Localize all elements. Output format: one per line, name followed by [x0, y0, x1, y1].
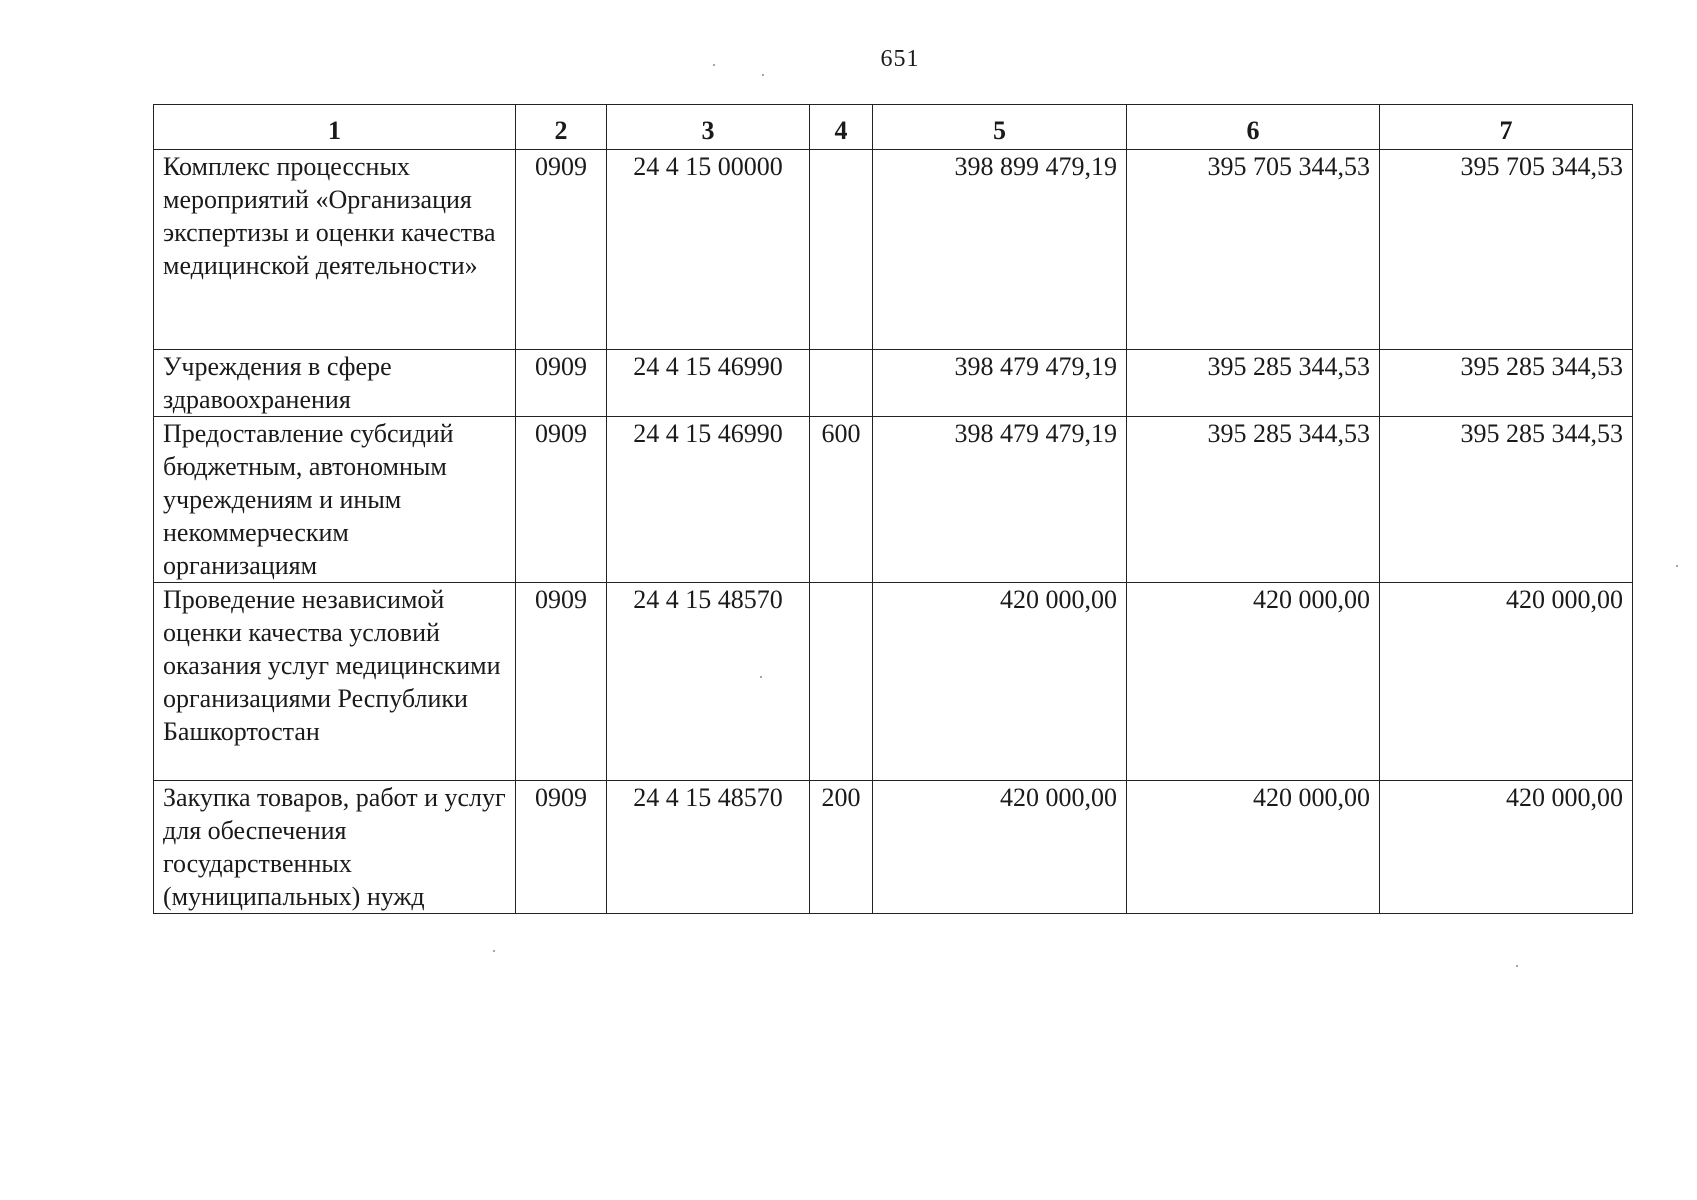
row-name: Учреждения в сфере здравоохранения: [154, 350, 516, 417]
scan-speck: [762, 74, 764, 76]
page-number: 651: [880, 46, 920, 72]
header-col-3: 3: [607, 105, 810, 150]
scan-speck: [760, 676, 762, 678]
row-target-code: 24 4 15 46990: [607, 417, 810, 583]
row-name: Проведение независимой оценки качества условий оказания услуг медицинскими организациями Республики Башкортостан: [154, 583, 516, 781]
header-col-1: 1: [154, 105, 516, 150]
row-expense-type: 200: [810, 781, 873, 914]
row-amount-year-3: 395 705 344,53: [1380, 150, 1633, 350]
row-section-code: 0909: [516, 583, 607, 781]
table-row: [154, 150, 1633, 350]
scan-speck: [713, 64, 715, 66]
row-section-code: 0909: [516, 350, 607, 417]
scan-speck: [1676, 565, 1678, 567]
scan-speck: [1516, 965, 1518, 967]
row-name: Предоставление субсидий бюджетным, автономным учреждениям и иным некоммерческим организациям: [154, 417, 516, 583]
row-name: Комплекс процессных мероприятий «Организация экспертизы и оценки качества медицинской деятельности»: [154, 150, 516, 350]
budget-table: [153, 104, 1633, 914]
row-target-code: 24 4 15 48570: [607, 583, 810, 781]
row-amount-year-1: 420 000,00: [873, 781, 1127, 914]
row-section-code: 0909: [516, 150, 607, 350]
row-expense-type: [810, 150, 873, 350]
row-target-code: 24 4 15 48570: [607, 781, 810, 914]
row-target-code: 24 4 15 00000: [607, 150, 810, 350]
row-section-code: 0909: [516, 417, 607, 583]
row-amount-year-2: 395 705 344,53: [1127, 150, 1380, 350]
row-section-code: 0909: [516, 781, 607, 914]
row-name: Закупка товаров, работ и услуг для обеспечения государственных (муниципальных) нужд: [154, 781, 516, 914]
row-amount-year-3: 420 000,00: [1380, 583, 1633, 781]
row-amount-year-3: 395 285 344,53: [1380, 350, 1633, 417]
header-col-5: 5: [873, 105, 1127, 150]
header-col-6: 6: [1127, 105, 1380, 150]
row-amount-year-1: 398 899 479,19: [873, 150, 1127, 350]
header-col-2: 2: [516, 105, 607, 150]
table-row: [154, 781, 1633, 914]
row-amount-year-3: 395 285 344,53: [1380, 417, 1633, 583]
row-expense-type: 600: [810, 417, 873, 583]
header-col-4: 4: [810, 105, 873, 150]
row-target-code: 24 4 15 46990: [607, 350, 810, 417]
header-row: [154, 105, 1633, 150]
row-amount-year-2: 395 285 344,53: [1127, 417, 1380, 583]
row-amount-year-1: 420 000,00: [873, 583, 1127, 781]
scan-speck: [493, 950, 495, 952]
row-amount-year-3: 420 000,00: [1380, 781, 1633, 914]
table-row: [154, 350, 1633, 417]
header-col-7: 7: [1380, 105, 1633, 150]
row-amount-year-1: 398 479 479,19: [873, 417, 1127, 583]
table-row: [154, 583, 1633, 781]
row-amount-year-1: 398 479 479,19: [873, 350, 1127, 417]
row-amount-year-2: 395 285 344,53: [1127, 350, 1380, 417]
row-amount-year-2: 420 000,00: [1127, 781, 1380, 914]
table-row: [154, 417, 1633, 583]
row-expense-type: [810, 583, 873, 781]
row-expense-type: [810, 350, 873, 417]
row-amount-year-2: 420 000,00: [1127, 583, 1380, 781]
